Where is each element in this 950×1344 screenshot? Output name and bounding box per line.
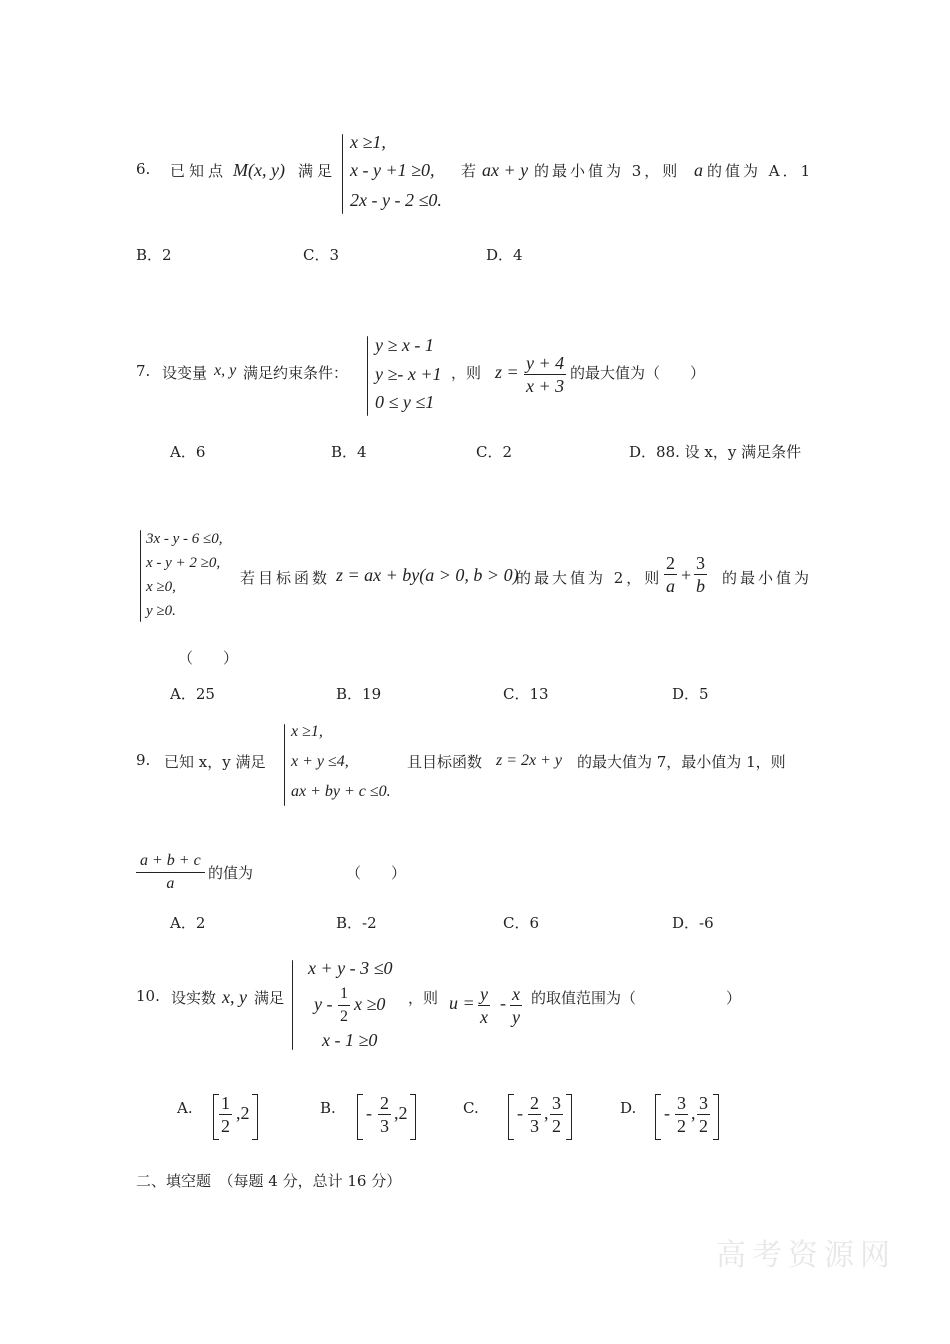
q7-constraint-1: y ≥ x - 1 — [375, 335, 434, 355]
q8-plus: + — [681, 565, 692, 585]
q10-number: 10. — [136, 987, 160, 1005]
q10-option-b-rbracket — [410, 1094, 416, 1140]
q7-fraction — [524, 352, 566, 397]
q9-number: 9. — [136, 751, 151, 769]
q8-text-3: 的最小值为 — [722, 569, 813, 587]
q10-b-denominator: 3 — [380, 1116, 389, 1136]
q8-option-a: A．25 — [170, 685, 215, 703]
q10-d-upper-numerator: 3 — [699, 1093, 708, 1113]
q8-text-2: 的最大值为 2，则 — [516, 569, 663, 587]
q10-option-d-fraction-2 — [697, 1092, 710, 1137]
q6-constraint-3: 2x - y - 2 ≤0. — [350, 190, 442, 210]
q6-option-d: D．4 — [486, 246, 523, 264]
q6-expr: ax + y — [482, 160, 529, 180]
q10-constraint-3: x - 1 ≥0 — [322, 1030, 378, 1050]
q8-fraction-2 — [694, 552, 707, 597]
q8-function: z = ax + by(a > 0, b > 0) — [336, 565, 519, 585]
q7-z: z = — [495, 362, 519, 382]
q8-constraint-2: x - y + 2 ≥0, — [146, 555, 221, 571]
q10-option-d-sign: - — [664, 1103, 670, 1123]
q10-option-c-label: C. — [463, 1099, 479, 1117]
q7-text-4: 的最大值为（ ） — [570, 364, 706, 382]
q8-option-c: C．13 — [503, 685, 549, 703]
q10-d-lower-numerator: 3 — [677, 1093, 686, 1113]
q10-option-a-label: A. — [177, 1099, 193, 1117]
q10-option-a-rbracket — [252, 1094, 258, 1140]
q7-vars: x, y — [214, 362, 237, 379]
q10-option-d-label: D. — [620, 1099, 637, 1117]
q10-d-upper-denominator: 2 — [699, 1116, 708, 1136]
q7-number: 7. — [136, 362, 151, 380]
q10-constraint-2-fraction — [338, 983, 350, 1028]
q10-constraint-2b: x ≥0 — [354, 994, 386, 1014]
q10-option-a-upper: ,2 — [236, 1103, 250, 1123]
q10-option-d-rbracket — [713, 1094, 719, 1140]
q8-frac2-denominator: b — [696, 576, 705, 596]
q10-option-c-comma: , — [544, 1103, 549, 1123]
q10-c-lower-numerator: 2 — [530, 1093, 539, 1113]
q10-option-c-fraction-2 — [550, 1092, 563, 1137]
q10-text-2: 满足 — [254, 989, 285, 1007]
q8-constraint-3: x ≥0, — [146, 579, 176, 595]
q10-d-lower-denominator: 2 — [677, 1116, 686, 1136]
q10-option-b-lbracket — [357, 1094, 363, 1140]
q7-text-1: 设变量 — [162, 364, 208, 382]
q10-option-d-lbracket — [655, 1094, 661, 1140]
q10-option-b-label: B. — [320, 1099, 336, 1117]
q8-option-b: B．19 — [336, 685, 382, 703]
q6-text-4: 的最小值为 3，则 — [534, 162, 681, 180]
q9-text-4: 的值为 — [208, 864, 254, 882]
q9-option-d: D．-6 — [672, 914, 714, 932]
q6-point: M(x, y) — [233, 160, 285, 180]
q6-constraint-2: x - y +1 ≥0, — [350, 160, 435, 180]
q9-text-3: 的最大值为 7，最小值为 1，则 — [577, 753, 786, 771]
q10-option-c-rbracket — [566, 1094, 572, 1140]
q8-text-1: 若目标函数 — [240, 569, 331, 587]
q10-brace — [292, 960, 293, 1050]
q6-text-5: 的值为 A．1 — [707, 162, 814, 180]
q10-frac2-denominator: y — [512, 1007, 520, 1027]
q10-option-d-fraction-1 — [675, 1092, 688, 1137]
q10-b-numerator: 2 — [380, 1093, 389, 1113]
q7-option-a: A．6 — [170, 443, 206, 461]
q10-fraction-2 — [510, 983, 522, 1028]
q9-option-a: A．2 — [170, 914, 206, 932]
q7-text-2: 满足约束条件： — [243, 364, 349, 382]
q8-constraint-4: y ≥0. — [146, 603, 176, 619]
q9-option-c: C．6 — [503, 914, 540, 932]
section-2-heading: 二、填空题 （每题 4 分，总计 16 分） — [136, 1172, 402, 1190]
q7-frac-numerator: y + 4 — [526, 353, 565, 373]
q10-c2-numerator: 1 — [338, 983, 350, 1006]
q9-text-2: 且目标函数 — [407, 753, 483, 771]
q7-constraint-3: 0 ≤ y ≤1 — [375, 392, 435, 412]
q7-option-b: B．4 — [331, 443, 367, 461]
q10-c-lower-denominator: 3 — [530, 1116, 539, 1136]
q9-constraint-2: x + y ≤4, — [291, 753, 349, 770]
q10-option-b-upper: ,2 — [394, 1103, 408, 1123]
q6-text-1: 已知点 — [170, 162, 228, 180]
q10-c-upper-denominator: 2 — [552, 1116, 561, 1136]
q7-text-3: ，则 — [451, 364, 482, 382]
q8-frac2-numerator: 3 — [696, 553, 705, 573]
q7-frac-denominator: x + 3 — [526, 376, 565, 396]
watermark: 高考资源网 — [716, 1238, 896, 1273]
q10-option-c-sign: - — [517, 1103, 523, 1123]
q10-option-c-lbracket — [508, 1094, 514, 1140]
q10-frac1-numerator: y — [480, 984, 488, 1004]
q10-vars: x, y — [222, 987, 247, 1007]
q9-frac-numerator: a + b + c — [136, 850, 205, 873]
q7-constraint-2: y ≥- x +1 — [375, 364, 442, 384]
q9-answer-paren: （ ） — [346, 864, 407, 882]
q10-option-c-fraction-1 — [528, 1092, 541, 1137]
q10-a-numerator: 1 — [221, 1093, 230, 1113]
q9-function: z = 2x + y — [496, 752, 563, 769]
q10-c2-denominator: 2 — [340, 1008, 348, 1025]
q8-frac1-denominator: a — [666, 576, 675, 596]
q10-frac2-numerator: x — [512, 984, 520, 1004]
q10-text-4: 的取值范围为（ ） — [531, 989, 742, 1007]
q10-u: u = — [449, 993, 475, 1013]
q10-a-denominator: 2 — [221, 1116, 230, 1136]
q8-brace — [140, 530, 141, 622]
q6-number: 6. — [136, 160, 151, 178]
q10-fraction-1 — [478, 983, 490, 1028]
q8-option-d: D．5 — [672, 685, 709, 703]
q6-text-3: 若 — [461, 162, 477, 180]
q10-c-upper-numerator: 3 — [552, 1093, 561, 1113]
q10-option-d-comma: , — [691, 1103, 696, 1123]
q9-brace — [284, 724, 285, 806]
q8-answer-paren: （ ） — [178, 649, 239, 667]
q7-option-c: C．2 — [476, 443, 513, 461]
q10-text-1: 设实数 — [171, 989, 217, 1007]
q10-frac1-denominator: x — [480, 1007, 488, 1027]
q10-option-b-fraction — [378, 1092, 391, 1137]
q6-brace — [342, 134, 343, 214]
q9-option-b: B．-2 — [336, 914, 377, 932]
q6-option-b: B．2 — [136, 246, 172, 264]
q10-option-b-sign: - — [366, 1103, 372, 1123]
q6-text-2: 满足 — [298, 162, 337, 180]
q8-frac1-numerator: 2 — [666, 553, 675, 573]
q6-constraint-1: x ≥1, — [350, 132, 386, 152]
q10-minus: - — [500, 993, 506, 1013]
q9-fraction — [136, 850, 205, 895]
q8-constraint-1: 3x - y - 6 ≤0, — [146, 531, 223, 547]
q6-var-a: a — [694, 160, 703, 180]
q10-text-3: ，则 — [408, 989, 439, 1007]
q9-constraint-1: x ≥1, — [291, 723, 323, 740]
q10-constraint-1: x + y - 3 ≤0 — [308, 958, 393, 978]
q10-constraint-2a: y - — [314, 994, 333, 1014]
q10-option-a-fraction — [219, 1092, 232, 1137]
q8-fraction-1 — [664, 552, 677, 597]
q9-text-1: 已知 x，y 满足 — [164, 753, 266, 771]
q7-option-d: D．88. 设 x，y 满足条件 — [629, 443, 802, 461]
q9-constraint-3: ax + by + c ≤0. — [291, 783, 391, 800]
q7-brace — [367, 336, 368, 416]
q9-frac-denominator: a — [166, 875, 175, 892]
q6-option-c: C．3 — [303, 246, 340, 264]
